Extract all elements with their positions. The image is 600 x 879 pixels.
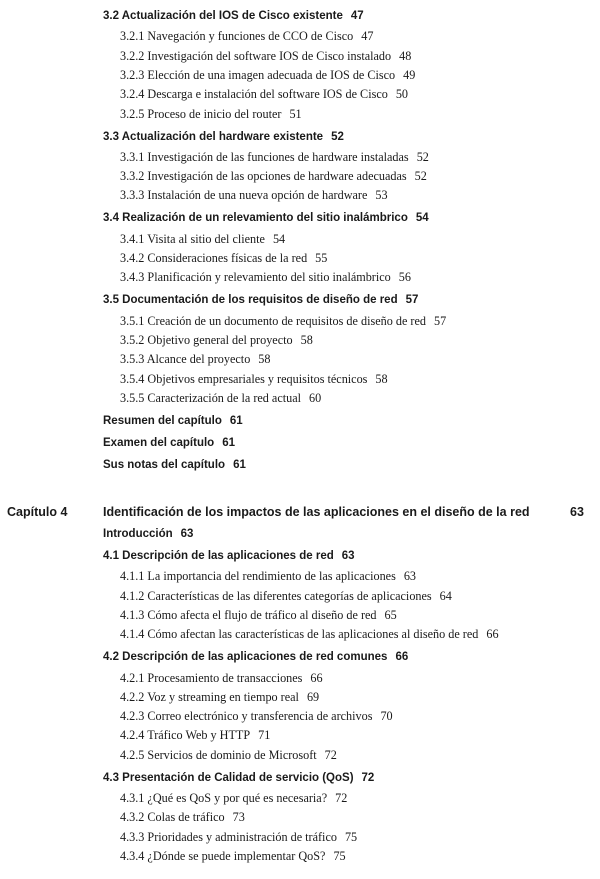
toc-subsection-entry: [120, 391, 321, 406]
toc-subsection-entry: [120, 314, 446, 329]
toc-entry-title: 3.5.4 Objetivos empresariales y requisitos técnicos: [120, 371, 368, 386]
toc-entry-page-number: 57: [405, 294, 419, 307]
toc-entry-title: 3.2.4 Descarga e instalación del software IOS de Cisco: [120, 87, 388, 102]
toc-subsection-entry: [120, 372, 388, 387]
toc-entry-title: 4.3.3 Prioridades y administración de tráfico: [120, 829, 337, 844]
toc-entry-title: 3.4.1 Visita al sitio del cliente: [120, 231, 265, 246]
toc-entry-title: 4.1.2 Características de las diferentes categorías de aplicaciones: [120, 588, 432, 603]
toc-entry-page-number: 72: [335, 791, 348, 805]
toc-entry-title: 4.3 Presentación de Calidad de servicio (QoS): [103, 771, 354, 784]
toc-subsection-entry: [120, 270, 411, 285]
toc-entry-page-number: 48: [399, 48, 412, 63]
toc-entry-title: 3.2 Actualización del IOS de Cisco existente: [103, 10, 343, 22]
toc-entry-page-number: 58: [375, 371, 388, 386]
toc-subsection-entry: [120, 849, 346, 864]
toc-entry-title: 3.5.1 Creación de un documento de requisitos de diseño de red: [120, 313, 426, 328]
toc-subsection-entry: [120, 49, 411, 64]
toc-entry-title: 4.2.1 Procesamiento de transacciones: [120, 670, 303, 685]
toc-subsection-entry: [120, 589, 452, 604]
toc-section-entry: [103, 437, 235, 449]
toc-subsection-entry: [120, 87, 408, 102]
toc-entry-page-number: 66: [310, 670, 323, 685]
toc-entry-page-number: 70: [380, 709, 393, 724]
toc-entry-page-number: 52: [414, 169, 427, 184]
toc-subsection-entry: [120, 627, 499, 642]
toc-entry-title: 3.4.3 Planificación y relevamiento del sitio inalámbrico: [120, 270, 391, 285]
toc-entry-title: 4.3.4 ¿Dónde se puede implementar QoS?: [120, 848, 326, 863]
toc-entry-page-number: 63: [403, 569, 417, 584]
toc-section-entry: [103, 294, 418, 306]
toc-entry-page-number: 64: [439, 588, 452, 603]
toc-section-entry: [103, 131, 344, 143]
toc-subsection-entry: [120, 150, 429, 165]
toc-subsection-entry: [120, 791, 347, 806]
toc-entry-page-number: 51: [289, 106, 302, 121]
toc-section-entry: [103, 415, 243, 427]
toc-entry-page-number: 47: [350, 10, 364, 22]
toc-subsection-entry: [120, 728, 270, 743]
toc-entry-page-number: 52: [416, 149, 429, 164]
toc-entry-page-number: 61: [229, 414, 243, 427]
toc-subsection-entry: [120, 690, 319, 705]
toc-section-entry: [103, 550, 355, 562]
toc-entry-page-number: 58: [258, 352, 271, 367]
toc-entry-title: 4.2.4 Tráfico Web y HTTP: [120, 728, 251, 743]
toc-subsection-entry: [120, 830, 357, 845]
toc-entry-title: 3.3.2 Investigación de las opciones de hardware adecuadas: [120, 169, 407, 184]
toc-entry-page-number: 47: [361, 29, 374, 44]
toc-entry-page-number: 60: [309, 390, 322, 405]
toc-entry-page-number: 65: [384, 607, 397, 622]
toc-entry-page-number: 57: [433, 313, 447, 328]
toc-entry-title: 3.3 Actualización del hardware existente: [103, 130, 324, 143]
toc-entry-title: 3.4 Realización de un relevamiento del sitio inalámbrico: [103, 212, 408, 225]
toc-entry-title: 4.2 Descripción de las aplicaciones de red comunes: [103, 651, 388, 664]
toc-subsection-entry: [120, 748, 337, 763]
toc-entry-title: 3.2.2 Investigación del software IOS de Cisco instalado: [120, 48, 392, 63]
toc-entry-page-number: 61: [222, 436, 235, 449]
toc-entry-page-number: 66: [486, 627, 499, 642]
toc-subsection-entry: [120, 671, 323, 686]
toc-subsection-entry: [120, 810, 245, 825]
toc-entry-page-number: 63: [180, 528, 194, 540]
toc-entry-title: Resumen del capítulo: [103, 414, 222, 427]
toc-entry-title: 4.1 Descripción de las aplicaciones de red: [103, 550, 334, 562]
toc-entry-page-number: 71: [258, 728, 271, 743]
toc-subsection-entry: [120, 251, 327, 266]
toc-entry-title: 4.3.2 Colas de tráfico: [120, 810, 225, 825]
toc-entry-title: Introducción: [103, 528, 173, 540]
toc-entry-page-number: 55: [315, 251, 328, 265]
toc-entry-page-number: 72: [324, 747, 337, 762]
toc-entry-page-number: 72: [361, 771, 375, 784]
toc-entry-page-number: 75: [344, 829, 358, 844]
toc-subsection-entry: [120, 608, 397, 623]
toc-subsection-entry: [120, 188, 388, 203]
toc-subsection-entry: [120, 169, 427, 184]
toc-section-entry: [103, 651, 408, 663]
toc-entry-title: 3.5.5 Caracterización de la red actual: [120, 390, 302, 405]
toc-entry-title: 4.1.1 La importancia del rendimiento de las aplicaciones: [120, 569, 396, 584]
toc-entry-page-number: 50: [395, 87, 409, 102]
toc-entry-page-number: 69: [306, 689, 320, 704]
toc-subsection-entry: [120, 569, 416, 584]
toc-subsection-entry: [120, 333, 313, 348]
toc-section-entry: [103, 528, 193, 540]
toc-subsection-entry: [120, 709, 393, 724]
toc-entry-page-number: 54: [272, 231, 286, 246]
toc-entry-title: 3.2.3 Elección de una imagen adecuada de IOS de Cisco: [120, 67, 396, 82]
toc-entry-title: 4.2.3 Correo electrónico y transferencia de archivos: [120, 709, 373, 724]
toc-entry-page-number: 49: [403, 67, 416, 82]
toc-subsection-entry: [120, 107, 302, 122]
toc-entry-title: 3.3.1 Investigación de las funciones de hardware instaladas: [120, 149, 409, 164]
toc-entry-page-number: 58: [300, 332, 313, 347]
chapter-page-number: 63: [570, 505, 584, 519]
toc-entry-title: 3.4.2 Consideraciones físicas de la red: [120, 251, 308, 265]
chapter-label: Capítulo 4: [7, 505, 68, 519]
toc-entry-title: 3.5.2 Objetivo general del proyecto: [120, 332, 293, 347]
toc-entry-page-number: 54: [415, 212, 429, 225]
toc-subsection-entry: [120, 29, 373, 44]
toc-subsection-entry: [120, 232, 285, 247]
toc-entry-page-number: 66: [395, 651, 409, 664]
toc-entry-title: 3.2.1 Navegación y funciones de CCO de Cisco: [120, 29, 354, 44]
toc-entry-page-number: 53: [375, 188, 388, 203]
toc-entry-title: 3.5.3 Alcance del proyecto: [120, 352, 251, 367]
toc-section-entry: [103, 10, 364, 22]
toc-entry-title: 3.5 Documentación de los requisitos de diseño de red: [103, 294, 398, 307]
toc-entry-title: Sus notas del capítulo: [103, 458, 226, 471]
toc-entry-page-number: 52: [331, 130, 344, 143]
toc-entry-title: 3.3.3 Instalación de una nueva opción de hardware: [120, 188, 368, 203]
toc-entry-title: 3.2.5 Proceso de inicio del router: [120, 106, 282, 121]
toc-subsection-entry: [120, 352, 270, 367]
toc-entry-title: 4.1.4 Cómo afectan las características de las aplicaciones al diseño de red: [120, 627, 479, 642]
chapter-title: Identificación de los impactos de las aplicaciones en el diseño de la red: [103, 505, 530, 519]
toc-section-entry: [103, 772, 374, 784]
toc-section-entry: [103, 459, 246, 471]
toc-entry-title: 4.1.3 Cómo afecta el flujo de tráfico al diseño de red: [120, 607, 377, 622]
toc-entry-title: 4.2.5 Servicios de dominio de Microsoft: [120, 747, 317, 762]
toc-entry-page-number: 56: [398, 270, 411, 285]
toc-entry-page-number: 75: [333, 848, 346, 863]
toc-entry-page-number: 61: [233, 458, 246, 471]
toc-entry-title: 4.3.1 ¿Qué es QoS y por qué es necesaria?: [120, 791, 328, 805]
toc-section-entry: [103, 212, 429, 224]
toc-entry-title: 4.2.2 Voz y streaming en tiempo real: [120, 689, 299, 704]
toc-entry-page-number: 63: [341, 550, 355, 562]
toc-subsection-entry: [120, 68, 415, 83]
toc-entry-page-number: 73: [232, 810, 245, 825]
toc-entry-title: Examen del capítulo: [103, 436, 215, 449]
